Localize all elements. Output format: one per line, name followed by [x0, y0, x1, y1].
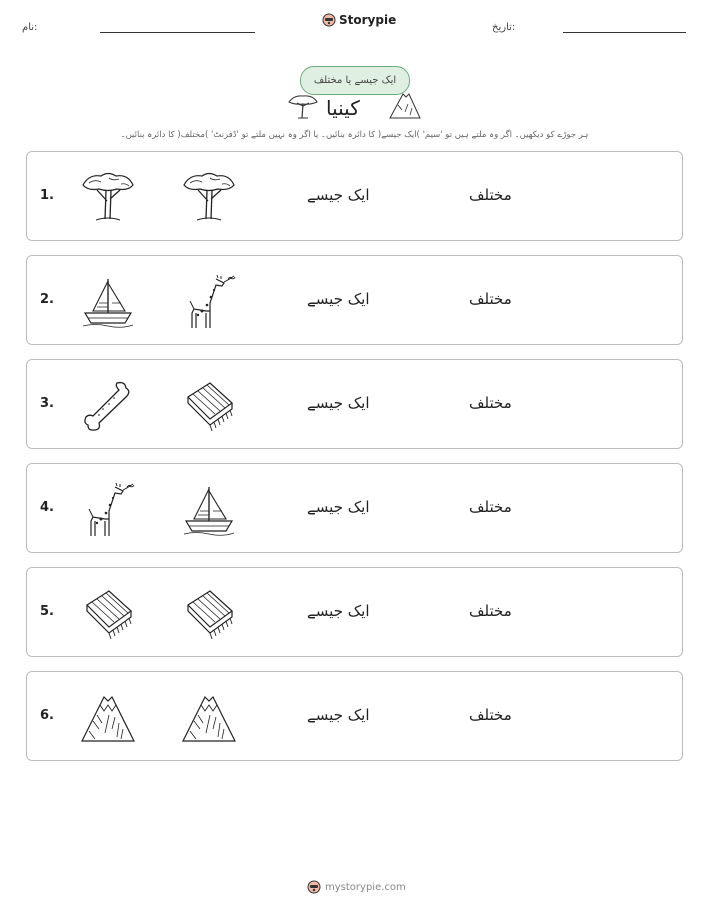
- date-line[interactable]: [563, 32, 686, 33]
- giraffe-icon: [79, 481, 137, 539]
- sailboat-icon: [180, 481, 238, 539]
- option-different[interactable]: مختلف: [469, 706, 512, 724]
- name-label: نام:: [22, 22, 38, 33]
- row-number: 6.: [40, 708, 54, 723]
- mountain-icon: [79, 689, 137, 747]
- date-label: تاریخ:: [492, 22, 516, 33]
- option-different[interactable]: مختلف: [469, 394, 512, 412]
- exercise-row: [26, 463, 683, 553]
- giraffe-icon: [180, 273, 238, 331]
- exercise-row: [26, 567, 683, 657]
- option-different[interactable]: مختلف: [469, 602, 512, 620]
- bone-icon: [79, 377, 137, 435]
- acacia-tree-icon: [286, 92, 320, 120]
- exercise-row: [26, 255, 683, 345]
- instructions: ہر جوڑے کو دیکھیں۔ اگر وہ ملتے ہیں تو 'سیم' )ایک جیسے( کا دائرہ بنائیں۔ یا اگر وہ نہیں ملتے تو 'ڈفرنٹ' )مختلف( کا دائرہ بنائیں۔: [120, 130, 589, 140]
- row-number: 1.: [40, 188, 54, 203]
- blanket-icon: [79, 585, 137, 643]
- option-different[interactable]: مختلف: [469, 186, 512, 204]
- exercise-row: [26, 359, 683, 449]
- worksheet-title: کینیا: [326, 96, 360, 120]
- brand-logo: [322, 13, 396, 27]
- option-different[interactable]: مختلف: [469, 498, 512, 516]
- brand-name: Storypie: [339, 13, 397, 27]
- option-same[interactable]: ایک جیسے: [307, 186, 370, 204]
- blanket-icon: [180, 377, 238, 435]
- row-number: 5.: [40, 604, 54, 619]
- option-different[interactable]: مختلف: [469, 290, 512, 308]
- acacia-tree-icon: [180, 169, 238, 227]
- name-line[interactable]: [100, 32, 255, 33]
- worksheet-badge: ایک جیسے یا مختلف: [300, 66, 410, 95]
- storypie-mascot-icon: [322, 13, 336, 27]
- option-same[interactable]: ایک جیسے: [307, 498, 370, 516]
- mountain-icon: [180, 689, 238, 747]
- blanket-icon: [180, 585, 238, 643]
- option-same[interactable]: ایک جیسے: [307, 290, 370, 308]
- sailboat-icon: [79, 273, 137, 331]
- mountain-icon: [388, 90, 422, 120]
- row-number: 4.: [40, 500, 54, 515]
- option-same[interactable]: ایک جیسے: [307, 394, 370, 412]
- footer-url[interactable]: mystorypie.com: [325, 881, 406, 893]
- row-number: 3.: [40, 396, 54, 411]
- exercise-row: [26, 151, 683, 241]
- option-same[interactable]: ایک جیسے: [307, 602, 370, 620]
- footer: [307, 880, 406, 894]
- row-number: 2.: [40, 292, 54, 307]
- exercise-row: [26, 671, 683, 761]
- storypie-mascot-icon: [307, 880, 321, 894]
- option-same[interactable]: ایک جیسے: [307, 706, 370, 724]
- acacia-tree-icon: [79, 169, 137, 227]
